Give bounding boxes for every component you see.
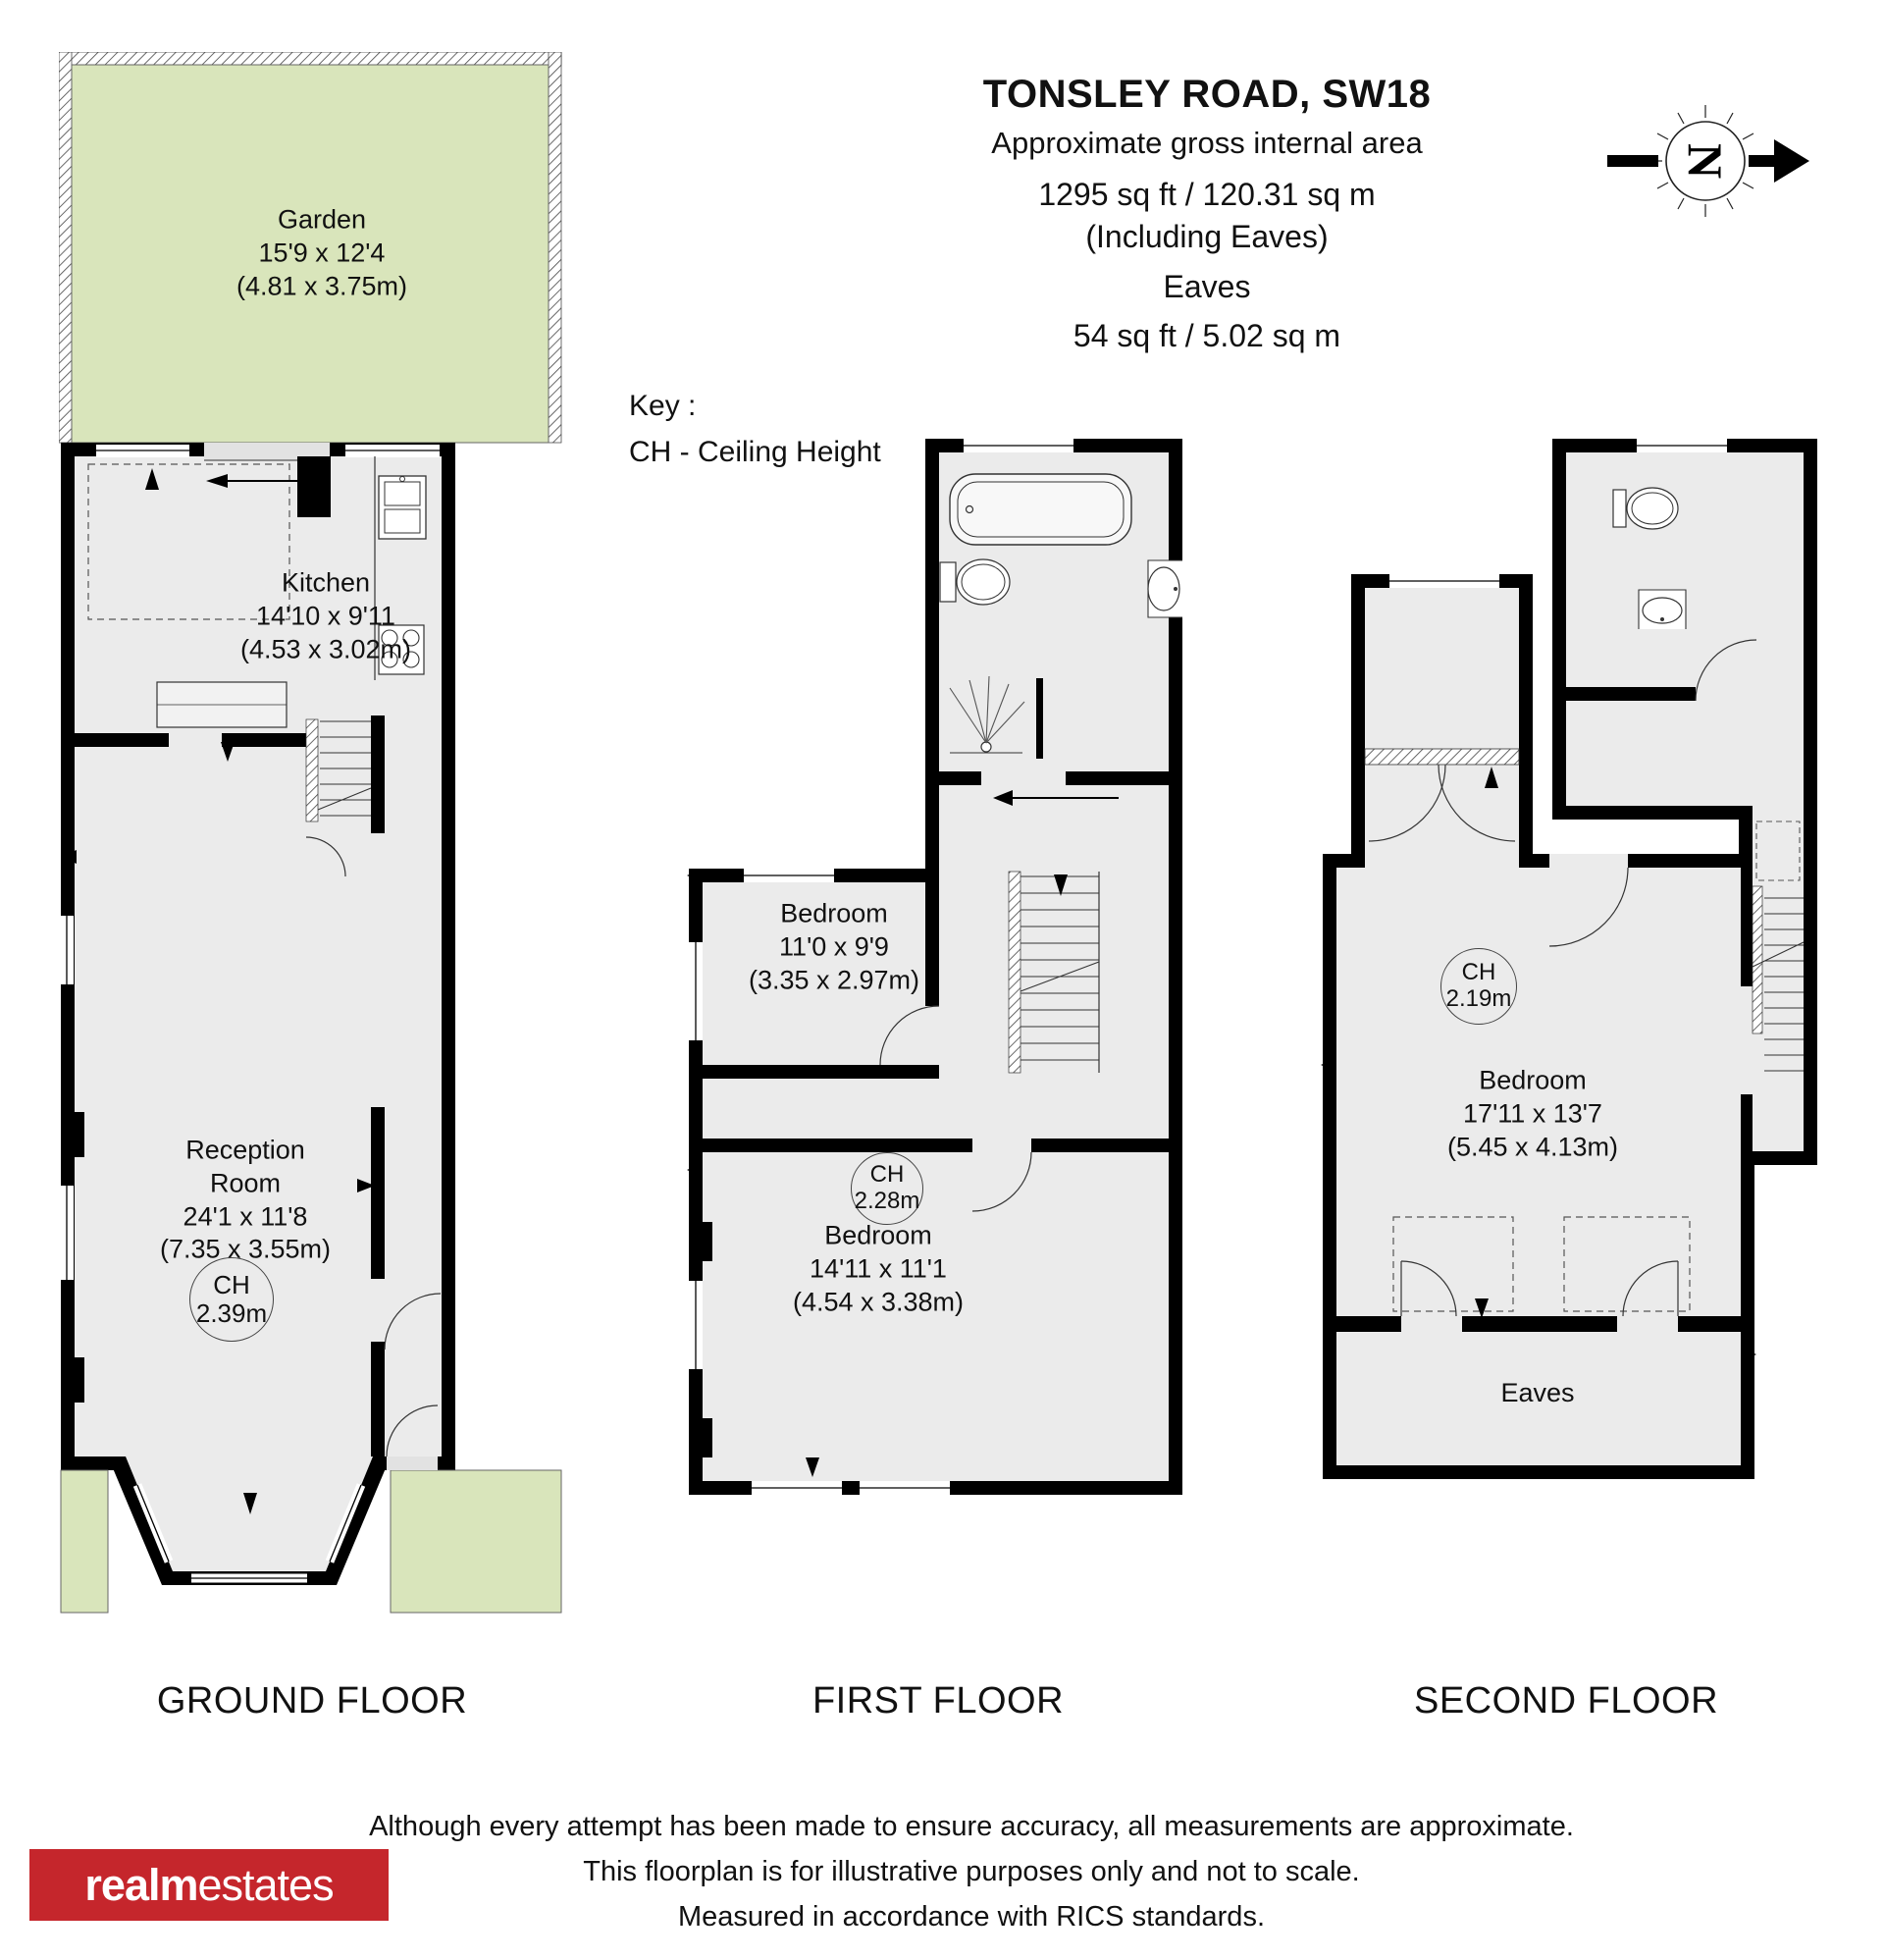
including-eaves-note: (Including Eaves) [1085, 219, 1329, 254]
key-entry: CH - Ceiling Height [629, 436, 881, 468]
logo-regular-part: estates [197, 1859, 334, 1910]
logo-bold-part: realm [84, 1859, 198, 1910]
floor-title-first: FIRST FLOOR [811, 1680, 1065, 1722]
floor-title-ground: GROUND FLOOR [156, 1680, 468, 1722]
ceiling-height-badge-first: CH 2.28m [851, 1152, 923, 1225]
room-label-garden: Garden 15'9 x 12'4 (4.81 x 3.75m) [236, 204, 408, 300]
hatched-lintel [1365, 749, 1519, 765]
page-title: TONSLEY ROAD, SW18 [982, 73, 1432, 116]
floor-title-second: SECOND FLOOR [1413, 1680, 1719, 1722]
room-label-bedroom-second: Bedroom 17'11 x 13'7 (5.45 x 4.13m) [1446, 1065, 1619, 1161]
room-label-kitchen: Kitchen 14'10 x 9'11 (4.53 x 3.02m) [239, 567, 412, 663]
ceiling-height-badge-second: CH 2.19m [1440, 948, 1517, 1025]
ceiling-height-badge-ground: CH 2.39m [189, 1257, 274, 1342]
north-arrow-icon [1605, 98, 1813, 226]
room-label-bedroom1: Bedroom 11'0 x 9'9 (3.35 x 2.97m) [748, 898, 920, 994]
key-title: Key : [629, 390, 697, 422]
realmestates-logo [29, 1849, 389, 1921]
gross-area-value: 1295 sq ft / 120.31 sq m [1038, 177, 1376, 212]
header-subtitle: Approximate gross internal area [991, 126, 1423, 160]
room-label-eaves: Eaves [1500, 1378, 1575, 1408]
disclaimer-line-2: This floorplan is for illustrative purposes only and not to scale. [583, 1856, 1360, 1887]
disclaimer-line-1: Although every attempt has been made to ensure accuracy, all measurements are approximate. [369, 1811, 1574, 1842]
basin-icon [1148, 560, 1182, 617]
house-walls [1323, 439, 1817, 1479]
bay-window [108, 1457, 391, 1585]
room-label-bedroom2: Bedroom 14'11 x 11'1 (4.54 x 3.38m) [792, 1220, 965, 1316]
toilet-icon [940, 559, 1010, 605]
compass-letter: N [1678, 142, 1733, 180]
bath-icon [950, 474, 1131, 545]
basin-icon [1639, 590, 1686, 629]
kitchen-sink-icon [379, 476, 426, 539]
room-label-reception: Reception Room 24'1 x 11'8 (7.35 x 3.55m) [159, 1135, 332, 1264]
disclaimer-line-3: Measured in accordance with RICS standards. [677, 1901, 1265, 1933]
eaves-area-value: 54 sq ft / 5.02 sq m [1073, 318, 1341, 353]
second-floor-plan [1307, 437, 1817, 1509]
toilet-icon [1613, 488, 1678, 529]
eaves-heading: Eaves [1163, 269, 1251, 304]
